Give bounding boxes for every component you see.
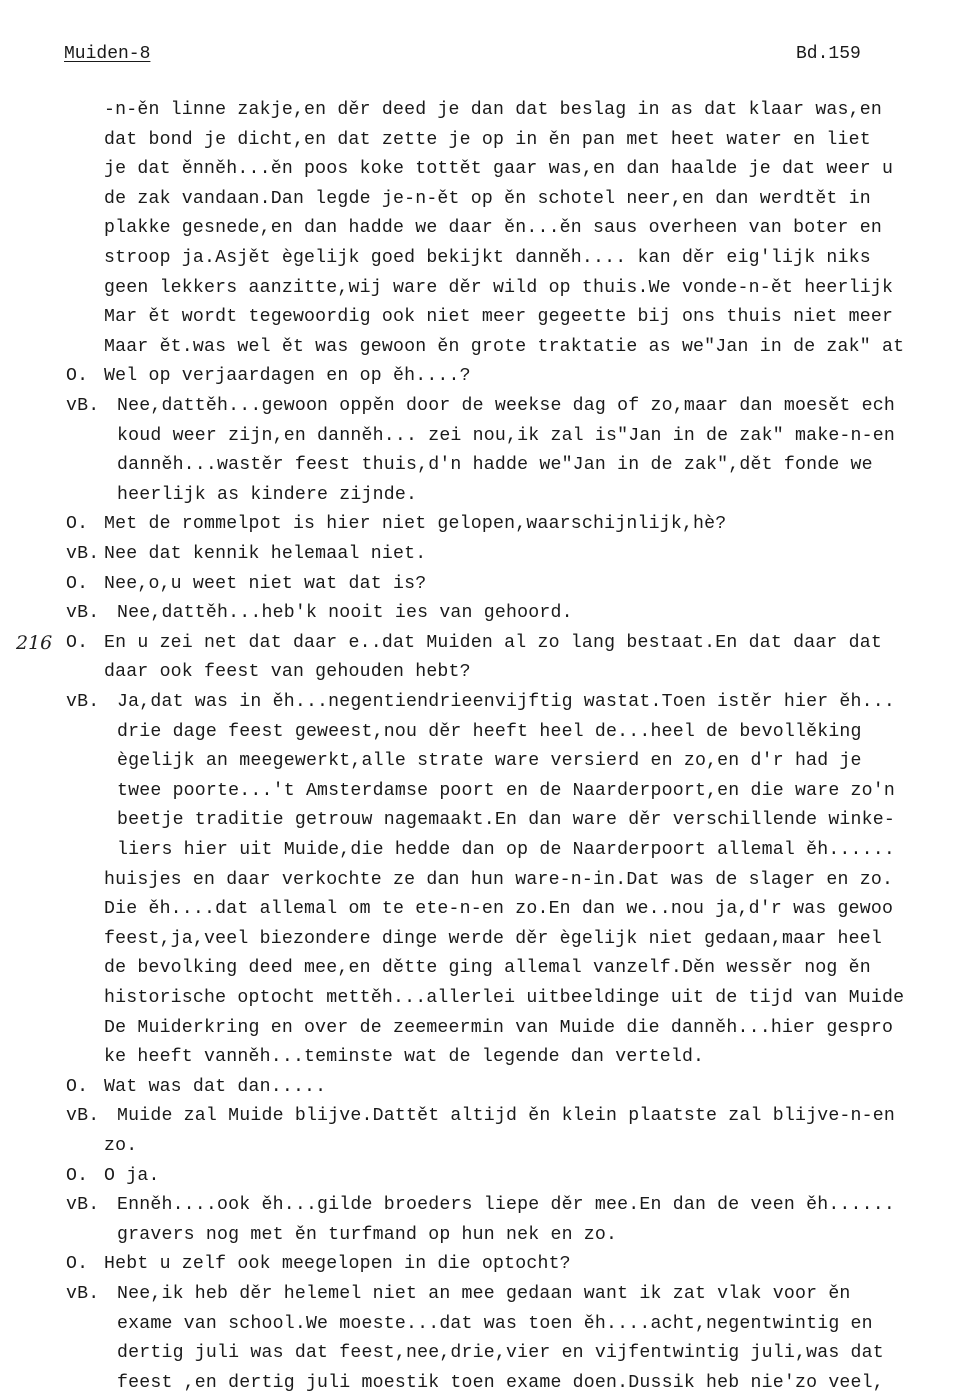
line-text: huisjes en daar verkochte ze dan hun ware-n-in.Dat was de slager en zo. bbox=[104, 869, 894, 890]
line-text: Wel op verjaardagen en op ěh....? bbox=[104, 366, 471, 387]
speaker-label: O. bbox=[66, 1076, 89, 1097]
line-text: Met de rommelpot is hier niet gelopen,waarschijnlijk,hè? bbox=[104, 514, 727, 535]
volume-number: Bd.159 bbox=[796, 44, 861, 64]
transcript-line bbox=[0, 214, 973, 244]
transcript-line bbox=[0, 895, 973, 925]
speaker-label: O. bbox=[66, 1254, 89, 1275]
transcript-line bbox=[0, 1280, 973, 1310]
transcript-line bbox=[0, 1310, 973, 1340]
transcript-line bbox=[0, 333, 973, 363]
line-text: Nee,o,u weet niet wat dat is? bbox=[104, 573, 427, 594]
line-text: Nee,dattěh...heb'k nooit ies van gehoord. bbox=[117, 603, 573, 624]
line-text: drie dage feest geweest,nou děr heeft heel de...heel de bevollěking bbox=[117, 721, 862, 742]
transcript-line bbox=[0, 481, 973, 511]
transcript-line bbox=[0, 1339, 973, 1369]
speaker-label: vB. bbox=[66, 692, 100, 712]
speaker-label: vB. bbox=[66, 603, 100, 624]
line-text: En u zei net dat daar e..dat Muiden al zo lang bestaat.En dat daar dat bbox=[104, 632, 882, 653]
speaker-label: vB. bbox=[66, 1284, 100, 1304]
transcript-line bbox=[0, 362, 973, 392]
transcript-line bbox=[0, 688, 973, 718]
transcript-line bbox=[0, 126, 973, 156]
line-text: feest ,en dertig juli moestik toen exame doen.Dussik heb nie'zo veel, bbox=[117, 1372, 884, 1393]
transcript-line bbox=[0, 244, 973, 274]
speaker-label: vB. bbox=[66, 1106, 100, 1127]
line-text: Hebt u zelf ook meegelopen in die optocht? bbox=[104, 1254, 571, 1275]
transcript-line bbox=[0, 1191, 973, 1221]
line-text: twee poorte...'t Amsterdamse poort en de Naarderpoort,en die ware zo'n bbox=[117, 780, 895, 801]
line-text: Nee dat kennik helemaal niet. bbox=[104, 544, 427, 564]
transcript-line bbox=[0, 392, 973, 422]
transcript-line bbox=[0, 185, 973, 215]
transcript-line bbox=[0, 1073, 973, 1103]
speaker-label: O. bbox=[66, 514, 89, 535]
transcript-line bbox=[0, 1250, 973, 1280]
line-text: -n-ěn linne zakje,en děr deed je dan dat beslag in as dat klaar was,en bbox=[104, 100, 882, 120]
transcript-line bbox=[0, 806, 973, 836]
line-text: heerlijk as kindere zijnde. bbox=[117, 484, 418, 505]
transcript-line bbox=[0, 422, 973, 452]
transcript-line bbox=[0, 1221, 973, 1251]
line-text: stroop ja.Asjět ègelijk goed bekijkt danněh.... kan děr eig'lijk niks bbox=[104, 248, 871, 268]
transcript-line bbox=[0, 984, 973, 1014]
line-text: ke heeft vanněh...teminste wat de legende dan verteld. bbox=[104, 1047, 705, 1068]
transcript-line bbox=[0, 629, 973, 659]
line-text: exame van school.We moeste...dat was toen ěh....acht,negentwintig en bbox=[117, 1313, 873, 1334]
line-text: de bevolking deed mee,en dětte ging allemal vanzelf.Děn wessěr nog ěn bbox=[104, 958, 871, 979]
line-text: liers hier uit Muide,die hedde dan op de Naarderpoort allemal ěh...... bbox=[117, 840, 895, 860]
transcript-line bbox=[0, 718, 973, 748]
transcript-line bbox=[0, 747, 973, 777]
speaker-label: O. bbox=[66, 573, 89, 594]
transcript-line bbox=[0, 1014, 973, 1044]
line-text: koud weer zijn,en danněh... zei nou,ik zal is"Jan in de zak" make-n-en bbox=[117, 425, 895, 446]
transcript-line bbox=[0, 451, 973, 481]
line-text: zo. bbox=[104, 1136, 138, 1156]
line-text: historische optocht mettěh...allerlei uitbeeldinge uit de tijd van Muide bbox=[104, 988, 905, 1008]
line-text: Wat was dat dan..... bbox=[104, 1076, 327, 1097]
line-text: danněh...wastěr feest thuis,d'n hadde we"Jan in de zak",dět fonde we bbox=[117, 455, 873, 476]
margin-note: 216 bbox=[16, 632, 53, 654]
line-text: Die ěh....dat allemal om te ete-n-en zo.En dan we..nou ja,d'r was gewoo bbox=[104, 899, 894, 920]
transcript-line bbox=[0, 155, 973, 185]
document-id: Muiden-8 bbox=[64, 44, 151, 64]
transcript-line bbox=[0, 540, 973, 570]
transcript-line bbox=[0, 836, 973, 866]
transcript-line bbox=[0, 925, 973, 955]
speaker-label: vB. bbox=[66, 1195, 100, 1216]
line-text: de zak vandaan.Dan legde je-n-ět op ěn schotel neer,en dan werdtět in bbox=[104, 188, 871, 209]
transcript-line bbox=[0, 303, 973, 333]
speaker-label: vB. bbox=[66, 396, 100, 416]
line-text: Mar ět wordt tegewoordig ook niet meer gegeette bij ons thuis niet meer bbox=[104, 307, 894, 328]
line-text: gravers nog met ěn turfmand op hun nek en zo. bbox=[117, 1224, 618, 1245]
line-text: feest,ja,veel biezondere dinge werde děr ègelijk niet gedaan,maar heel bbox=[104, 928, 882, 949]
transcript-line bbox=[0, 96, 973, 126]
line-text: Enněh....ook ěh...gilde broeders liepe děr mee.En dan de veen ěh...... bbox=[117, 1195, 895, 1216]
speaker-label: O. bbox=[66, 1165, 89, 1186]
line-text: O ja. bbox=[104, 1165, 160, 1186]
transcript-line bbox=[0, 954, 973, 984]
line-text: daar ook feest van gehouden hebt? bbox=[104, 662, 471, 683]
line-text: Nee,ik heb děr helemel niet an mee gedaan want ik zat vlak voor ěn bbox=[117, 1284, 851, 1304]
transcript-line bbox=[0, 866, 973, 896]
line-text: dertig juli was dat feest,nee,drie,vier en vijfentwintig juli,was dat bbox=[117, 1343, 884, 1364]
transcript-line bbox=[0, 777, 973, 807]
line-text: Ja,dat was in ěh...negentiendrieenvijftig wastat.Toen istěr hier ěh... bbox=[117, 692, 895, 712]
transcript-line bbox=[0, 274, 973, 304]
transcript-line bbox=[0, 1369, 973, 1393]
speaker-label: O. bbox=[66, 632, 89, 653]
line-text: ègelijk an meegewerkt,alle strate ware versierd en zo,en d'r had je bbox=[117, 751, 862, 772]
transcript-line bbox=[0, 1162, 973, 1192]
transcript-line bbox=[0, 658, 973, 688]
transcript-line bbox=[0, 510, 973, 540]
transcript-line bbox=[0, 1102, 973, 1132]
transcript-line bbox=[0, 599, 973, 629]
speaker-label: vB. bbox=[66, 544, 100, 564]
line-text: geen lekkers aanzitte,wij ware děr wild op thuis.We vonde-n-ět heerlijk bbox=[104, 277, 894, 298]
transcript-line bbox=[0, 570, 973, 600]
line-text: plakke gesnede,en dan hadde we daar ěn...ěn saus overheen van boter en bbox=[104, 218, 882, 239]
line-text: je dat ěnněh...ěn poos koke tottět gaar was,en dan haalde je dat weer u bbox=[104, 159, 894, 180]
line-text: Maar ět.was wel ět was gewoon ěn grote traktatie as we"Jan in de zak" at bbox=[104, 336, 905, 357]
speaker-label: O. bbox=[66, 366, 89, 387]
line-text: dat bond je dicht,en dat zette je op in ěn pan met heet water en liet bbox=[104, 129, 871, 150]
line-text: Muide zal Muide blijve.Dattět altijd ěn klein plaatste zal blijve-n-en bbox=[117, 1106, 895, 1127]
line-text: beetje traditie getrouw nagemaakt.En dan ware děr verschillende winke- bbox=[117, 810, 895, 831]
line-text: Nee,dattěh...gewoon oppěn door de weekse dag of zo,maar dan moesět ech bbox=[117, 396, 895, 416]
line-text: De Muiderkring en over de zeemeermin van Muide die danněh...hier gespro bbox=[104, 1017, 894, 1038]
transcript-line bbox=[0, 1132, 973, 1162]
transcript-line bbox=[0, 1043, 973, 1073]
